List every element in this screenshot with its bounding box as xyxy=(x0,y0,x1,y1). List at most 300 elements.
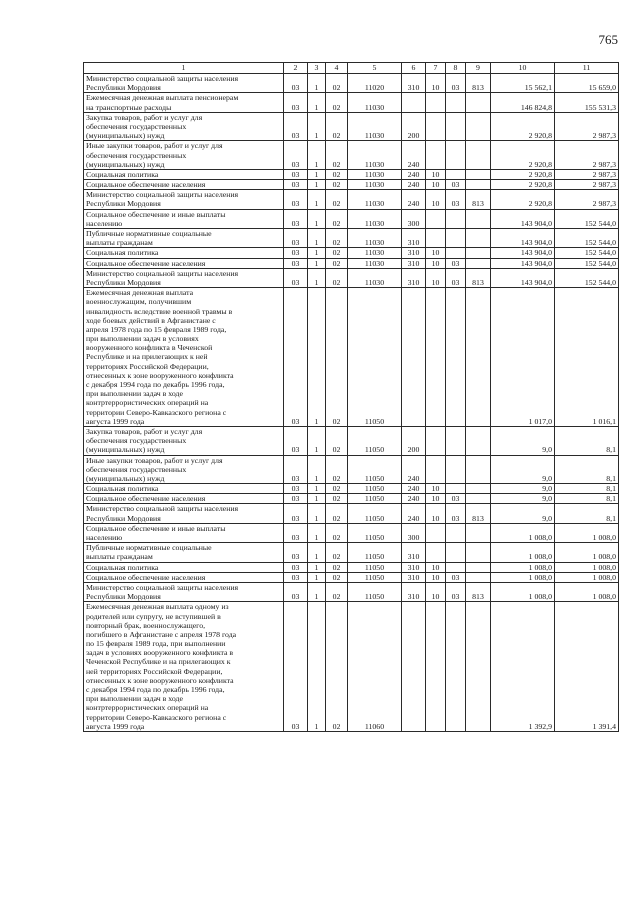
code-cell: 11030 xyxy=(348,180,402,190)
code-cell: 300 xyxy=(402,523,426,542)
code-cell xyxy=(466,141,491,170)
code-cell: 03 xyxy=(284,523,308,542)
code-cell: 02 xyxy=(326,504,348,523)
code-cell: 02 xyxy=(326,543,348,562)
code-cell: 310 xyxy=(402,582,426,601)
amount-cell: 1 008,0 xyxy=(555,543,619,562)
code-cell: 1 xyxy=(308,141,326,170)
code-cell: 10 xyxy=(426,169,446,179)
table-row xyxy=(84,74,619,93)
code-cell: 02 xyxy=(326,582,348,601)
code-cell: 03 xyxy=(446,180,466,190)
code-cell xyxy=(402,602,426,732)
code-cell xyxy=(402,93,426,112)
code-cell: 10 xyxy=(426,74,446,93)
code-cell xyxy=(402,288,426,427)
row-name: Социальное обеспечение населения xyxy=(84,572,284,582)
code-cell: 1 xyxy=(308,93,326,112)
amount-cell: 15 659,0 xyxy=(555,74,619,93)
code-cell xyxy=(466,484,491,494)
code-cell xyxy=(466,494,491,504)
row-name: Социальная политика xyxy=(84,562,284,572)
column-header: 4 xyxy=(326,63,348,74)
code-cell: 03 xyxy=(446,572,466,582)
code-cell: 10 xyxy=(426,504,446,523)
code-cell: 02 xyxy=(326,494,348,504)
code-cell: 11030 xyxy=(348,169,402,179)
code-cell: 03 xyxy=(284,504,308,523)
row-name: Министерство социальной защиты населения Республики Мордовия xyxy=(84,268,284,287)
code-cell: 02 xyxy=(326,112,348,141)
row-name: Социальное обеспечение и иные выплаты населению xyxy=(84,523,284,542)
code-cell: 03 xyxy=(284,209,308,228)
amount-cell: 152 544,0 xyxy=(555,229,619,248)
code-cell: 02 xyxy=(326,93,348,112)
code-cell: 10 xyxy=(426,268,446,287)
code-cell xyxy=(446,169,466,179)
code-cell: 11030 xyxy=(348,268,402,287)
code-cell: 1 xyxy=(308,288,326,427)
code-cell: 1 xyxy=(308,455,326,484)
row-name: Социальное обеспечение населения xyxy=(84,494,284,504)
row-name: Социальная политика xyxy=(84,169,284,179)
code-cell xyxy=(446,209,466,228)
column-header: 11 xyxy=(555,63,619,74)
table-row xyxy=(84,93,619,112)
row-name: Закупка товаров, работ и услуг для обеспечения государственных (муниципальных) нужд xyxy=(84,112,284,141)
code-cell: 03 xyxy=(284,93,308,112)
row-name: Министерство социальной защиты населения Республики Мордовия xyxy=(84,504,284,523)
amount-cell: 1 016,1 xyxy=(555,288,619,427)
code-cell: 03 xyxy=(446,494,466,504)
row-name: Публичные нормативные социальные выплаты гражданам xyxy=(84,229,284,248)
code-cell xyxy=(446,562,466,572)
code-cell: 03 xyxy=(446,190,466,209)
column-header: 1 xyxy=(84,63,284,74)
code-cell: 200 xyxy=(402,112,426,141)
code-cell: 240 xyxy=(402,169,426,179)
row-name: Ежемесячная денежная выплата одному из родителей или супругу, не вступившей в повторный брак, военнослужащего, погибшего в Афганистане с апреля 1978 года по 15 февраля 1989 года, при выполнении задач в условиях вооруженного конфликта в Чеченской Республике и на прилегающих к ней территориях Российской Федерации, отнесенных к зоне вооруженного конфликта с декабря 1994 года по декабрь 1996 года, при выполнении задач в ходе контртеррористических операций на территории Северо-Кавказского региона с августа 1999 года xyxy=(84,602,284,732)
code-cell: 310 xyxy=(402,248,426,258)
table-row xyxy=(84,229,619,248)
code-cell: 11030 xyxy=(348,248,402,258)
amount-cell: 152 544,0 xyxy=(555,268,619,287)
amount-cell: 152 544,0 xyxy=(555,248,619,258)
budget-table xyxy=(83,62,619,732)
code-cell: 03 xyxy=(284,288,308,427)
row-name: Иные закупки товаров, работ и услуг для обеспечения государственных (муниципальных) нужд xyxy=(84,455,284,484)
row-name: Ежемесячная денежная выплата пенсионерам на транспортные расходы xyxy=(84,93,284,112)
amount-cell: 143 904,0 xyxy=(491,268,555,287)
code-cell: 310 xyxy=(402,74,426,93)
row-name: Социальное обеспечение и иные выплаты населению xyxy=(84,209,284,228)
column-header: 10 xyxy=(491,63,555,74)
code-cell xyxy=(466,562,491,572)
code-cell: 240 xyxy=(402,494,426,504)
code-cell: 10 xyxy=(426,180,446,190)
amount-cell: 1 008,0 xyxy=(491,572,555,582)
code-cell: 02 xyxy=(326,180,348,190)
code-cell: 02 xyxy=(326,258,348,268)
code-cell: 10 xyxy=(426,258,446,268)
row-name: Публичные нормативные социальные выплаты гражданам xyxy=(84,543,284,562)
code-cell: 813 xyxy=(466,268,491,287)
code-cell xyxy=(466,288,491,427)
code-cell: 03 xyxy=(284,455,308,484)
code-cell: 03 xyxy=(446,504,466,523)
amount-cell: 1 392,9 xyxy=(491,602,555,732)
code-cell: 1 xyxy=(308,582,326,601)
code-cell xyxy=(446,112,466,141)
code-cell: 1 xyxy=(308,484,326,494)
code-cell: 10 xyxy=(426,484,446,494)
code-cell xyxy=(426,602,446,732)
amount-cell: 2 920,8 xyxy=(491,141,555,170)
amount-cell: 8,1 xyxy=(555,504,619,523)
row-name: Социальное обеспечение населения xyxy=(84,258,284,268)
code-cell: 03 xyxy=(446,582,466,601)
code-cell: 813 xyxy=(466,190,491,209)
code-cell: 11030 xyxy=(348,112,402,141)
code-cell: 03 xyxy=(284,169,308,179)
code-cell: 200 xyxy=(402,426,426,455)
amount-cell: 8,1 xyxy=(555,455,619,484)
code-cell: 02 xyxy=(326,141,348,170)
code-cell: 813 xyxy=(466,504,491,523)
code-cell: 310 xyxy=(402,268,426,287)
code-cell: 02 xyxy=(326,229,348,248)
code-cell: 1 xyxy=(308,229,326,248)
code-cell xyxy=(466,229,491,248)
amount-cell: 2 987,3 xyxy=(555,112,619,141)
row-name: Министерство социальной защиты населения Республики Мордовия xyxy=(84,190,284,209)
code-cell xyxy=(446,484,466,494)
code-cell xyxy=(446,288,466,427)
code-cell: 11050 xyxy=(348,523,402,542)
amount-cell: 143 904,0 xyxy=(491,209,555,228)
column-header: 8 xyxy=(446,63,466,74)
code-cell xyxy=(446,426,466,455)
code-cell: 1 xyxy=(308,523,326,542)
table-row xyxy=(84,426,619,455)
amount-cell: 143 904,0 xyxy=(491,229,555,248)
code-cell: 1 xyxy=(308,74,326,93)
column-header: 7 xyxy=(426,63,446,74)
amount-cell: 9,0 xyxy=(491,455,555,484)
code-cell xyxy=(446,455,466,484)
code-cell: 10 xyxy=(426,248,446,258)
code-cell: 02 xyxy=(326,523,348,542)
amount-cell: 9,0 xyxy=(491,494,555,504)
code-cell xyxy=(466,523,491,542)
code-cell: 03 xyxy=(284,141,308,170)
page-number: 765 xyxy=(598,32,618,47)
column-header: 9 xyxy=(466,63,491,74)
table-body xyxy=(84,74,619,732)
code-cell: 02 xyxy=(326,74,348,93)
code-cell xyxy=(426,209,446,228)
table-row xyxy=(84,288,619,427)
code-cell xyxy=(466,93,491,112)
amount-cell: 1 008,0 xyxy=(555,562,619,572)
code-cell xyxy=(426,543,446,562)
amount-cell: 2 987,3 xyxy=(555,169,619,179)
amount-cell: 1 008,0 xyxy=(491,582,555,601)
row-name: Министерство социальной защиты населения Республики Мордовия xyxy=(84,74,284,93)
code-cell xyxy=(426,112,446,141)
amount-cell: 8,1 xyxy=(555,484,619,494)
code-cell xyxy=(426,141,446,170)
amount-cell: 9,0 xyxy=(491,504,555,523)
code-cell xyxy=(426,455,446,484)
code-cell: 11050 xyxy=(348,494,402,504)
code-cell: 11030 xyxy=(348,258,402,268)
code-cell: 11050 xyxy=(348,455,402,484)
code-cell: 1 xyxy=(308,426,326,455)
code-cell: 02 xyxy=(326,248,348,258)
code-cell xyxy=(446,523,466,542)
code-cell: 10 xyxy=(426,562,446,572)
code-cell: 1 xyxy=(308,258,326,268)
code-cell: 11050 xyxy=(348,426,402,455)
amount-cell: 9,0 xyxy=(491,426,555,455)
code-cell: 240 xyxy=(402,484,426,494)
code-cell xyxy=(466,258,491,268)
code-cell: 310 xyxy=(402,543,426,562)
table-row xyxy=(84,190,619,209)
code-cell: 240 xyxy=(402,190,426,209)
table-row xyxy=(84,141,619,170)
code-cell: 02 xyxy=(326,209,348,228)
code-cell: 1 xyxy=(308,180,326,190)
table-row xyxy=(84,572,619,582)
code-cell: 03 xyxy=(284,562,308,572)
amount-cell: 2 920,8 xyxy=(491,112,555,141)
code-cell: 1 xyxy=(308,209,326,228)
code-cell: 10 xyxy=(426,572,446,582)
amount-cell: 1 008,0 xyxy=(491,523,555,542)
code-cell: 11050 xyxy=(348,562,402,572)
code-cell: 02 xyxy=(326,562,348,572)
amount-cell: 152 544,0 xyxy=(555,209,619,228)
code-cell: 02 xyxy=(326,268,348,287)
code-cell xyxy=(466,169,491,179)
code-cell: 10 xyxy=(426,190,446,209)
code-cell: 03 xyxy=(284,190,308,209)
code-cell: 02 xyxy=(326,602,348,732)
code-cell xyxy=(466,248,491,258)
code-cell: 03 xyxy=(284,112,308,141)
code-cell xyxy=(426,523,446,542)
code-cell xyxy=(426,426,446,455)
table-row xyxy=(84,484,619,494)
code-cell: 03 xyxy=(446,268,466,287)
table-row xyxy=(84,582,619,601)
amount-cell: 1 391,4 xyxy=(555,602,619,732)
amount-cell: 8,1 xyxy=(555,494,619,504)
code-cell: 1 xyxy=(308,268,326,287)
code-cell: 11020 xyxy=(348,74,402,93)
code-cell: 1 xyxy=(308,543,326,562)
amount-cell: 15 562,1 xyxy=(491,74,555,93)
table-row xyxy=(84,602,619,732)
amount-cell: 1 008,0 xyxy=(491,543,555,562)
code-cell: 02 xyxy=(326,572,348,582)
code-cell: 03 xyxy=(284,180,308,190)
table-row xyxy=(84,504,619,523)
code-cell: 10 xyxy=(426,494,446,504)
table-row xyxy=(84,268,619,287)
code-cell: 1 xyxy=(308,169,326,179)
code-cell xyxy=(466,602,491,732)
row-name: Социальная политика xyxy=(84,484,284,494)
amount-cell: 2 920,8 xyxy=(491,180,555,190)
code-cell: 03 xyxy=(284,74,308,93)
code-cell: 03 xyxy=(284,572,308,582)
table-row xyxy=(84,169,619,179)
row-name: Социальное обеспечение населения xyxy=(84,180,284,190)
code-cell: 03 xyxy=(446,258,466,268)
amount-cell: 1 017,0 xyxy=(491,288,555,427)
column-header: 6 xyxy=(402,63,426,74)
amount-cell: 2 987,3 xyxy=(555,141,619,170)
amount-cell: 155 531,3 xyxy=(555,93,619,112)
amount-cell: 2 920,8 xyxy=(491,190,555,209)
code-cell: 240 xyxy=(402,180,426,190)
code-cell: 03 xyxy=(284,494,308,504)
table-row xyxy=(84,455,619,484)
code-cell: 1 xyxy=(308,572,326,582)
code-cell xyxy=(466,572,491,582)
code-cell: 11030 xyxy=(348,190,402,209)
table-row xyxy=(84,494,619,504)
amount-cell: 9,0 xyxy=(491,484,555,494)
code-cell: 03 xyxy=(284,582,308,601)
table-row xyxy=(84,562,619,572)
code-cell: 310 xyxy=(402,229,426,248)
code-cell: 310 xyxy=(402,562,426,572)
amount-cell: 2 987,3 xyxy=(555,190,619,209)
code-cell: 03 xyxy=(284,268,308,287)
column-header: 2 xyxy=(284,63,308,74)
code-cell: 11050 xyxy=(348,543,402,562)
code-cell xyxy=(446,543,466,562)
code-cell: 11030 xyxy=(348,209,402,228)
code-cell: 03 xyxy=(446,74,466,93)
code-cell: 03 xyxy=(284,602,308,732)
table-row xyxy=(84,543,619,562)
row-name: Иные закупки товаров, работ и услуг для обеспечения государственных (муниципальных) нужд xyxy=(84,141,284,170)
code-cell: 11030 xyxy=(348,229,402,248)
code-cell: 03 xyxy=(284,248,308,258)
code-cell: 02 xyxy=(326,426,348,455)
code-cell: 11030 xyxy=(348,93,402,112)
row-name: Ежемесячная денежная выплата военнослужащим, получившим инвалидность вследствие военной травмы в ходе боевых действий в Афганистане с апреля 1978 года по 15 февраля 1989 года, при выполнении задач в условиях вооруженного конфликта в Чеченской Республике и на прилегающих к ней территориях Российской Федерации, отнесенных к зоне вооруженного конфликта с декабря 1994 года по декабрь 1996 года, при выполнении задач в ходе контртеррористических операций на территории Северо-Кавказского региона с августа 1999 года xyxy=(84,288,284,427)
code-cell: 03 xyxy=(284,229,308,248)
code-cell: 1 xyxy=(308,494,326,504)
code-cell: 03 xyxy=(284,426,308,455)
table-row xyxy=(84,258,619,268)
table-row xyxy=(84,523,619,542)
code-cell: 1 xyxy=(308,562,326,572)
code-cell: 10 xyxy=(426,582,446,601)
code-cell xyxy=(446,229,466,248)
table-row xyxy=(84,112,619,141)
code-cell: 240 xyxy=(402,141,426,170)
code-cell xyxy=(426,288,446,427)
code-cell xyxy=(426,229,446,248)
code-cell: 240 xyxy=(402,455,426,484)
code-cell xyxy=(466,180,491,190)
code-cell: 02 xyxy=(326,455,348,484)
table-row xyxy=(84,180,619,190)
code-cell: 03 xyxy=(284,543,308,562)
amount-cell: 1 008,0 xyxy=(555,582,619,601)
table-row xyxy=(84,248,619,258)
row-name: Министерство социальной защиты населения Республики Мордовия xyxy=(84,582,284,601)
code-cell: 813 xyxy=(466,582,491,601)
code-cell: 310 xyxy=(402,258,426,268)
code-cell: 02 xyxy=(326,288,348,427)
code-cell: 1 xyxy=(308,602,326,732)
code-cell: 11030 xyxy=(348,141,402,170)
column-header: 5 xyxy=(348,63,402,74)
table-row xyxy=(84,209,619,228)
code-cell: 02 xyxy=(326,190,348,209)
code-cell: 1 xyxy=(308,504,326,523)
code-cell xyxy=(426,93,446,112)
code-cell: 11050 xyxy=(348,484,402,494)
amount-cell: 152 544,0 xyxy=(555,258,619,268)
code-cell: 310 xyxy=(402,572,426,582)
code-cell: 813 xyxy=(466,74,491,93)
amount-cell: 1 008,0 xyxy=(555,572,619,582)
row-name: Социальная политика xyxy=(84,248,284,258)
amount-cell: 1 008,0 xyxy=(555,523,619,542)
code-cell: 11050 xyxy=(348,504,402,523)
row-name: Закупка товаров, работ и услуг для обеспечения государственных (муниципальных) нужд xyxy=(84,426,284,455)
code-cell: 1 xyxy=(308,248,326,258)
amount-cell: 1 008,0 xyxy=(491,562,555,572)
column-header: 3 xyxy=(308,63,326,74)
amount-cell: 146 824,8 xyxy=(491,93,555,112)
code-cell: 240 xyxy=(402,504,426,523)
amount-cell: 143 904,0 xyxy=(491,258,555,268)
code-cell xyxy=(446,141,466,170)
code-cell xyxy=(446,602,466,732)
code-cell: 03 xyxy=(284,258,308,268)
code-cell: 1 xyxy=(308,112,326,141)
amount-cell: 2 987,3 xyxy=(555,180,619,190)
code-cell xyxy=(466,209,491,228)
code-cell xyxy=(466,426,491,455)
code-cell: 11050 xyxy=(348,288,402,427)
code-cell: 11060 xyxy=(348,602,402,732)
code-cell: 11050 xyxy=(348,582,402,601)
code-cell xyxy=(466,455,491,484)
amount-cell: 8,1 xyxy=(555,426,619,455)
amount-cell: 143 904,0 xyxy=(491,248,555,258)
code-cell xyxy=(466,112,491,141)
code-cell: 1 xyxy=(308,190,326,209)
code-cell: 300 xyxy=(402,209,426,228)
code-cell: 02 xyxy=(326,169,348,179)
code-cell xyxy=(446,248,466,258)
amount-cell: 2 920,8 xyxy=(491,169,555,179)
table-header-row xyxy=(84,63,619,74)
code-cell: 11050 xyxy=(348,572,402,582)
code-cell xyxy=(446,93,466,112)
